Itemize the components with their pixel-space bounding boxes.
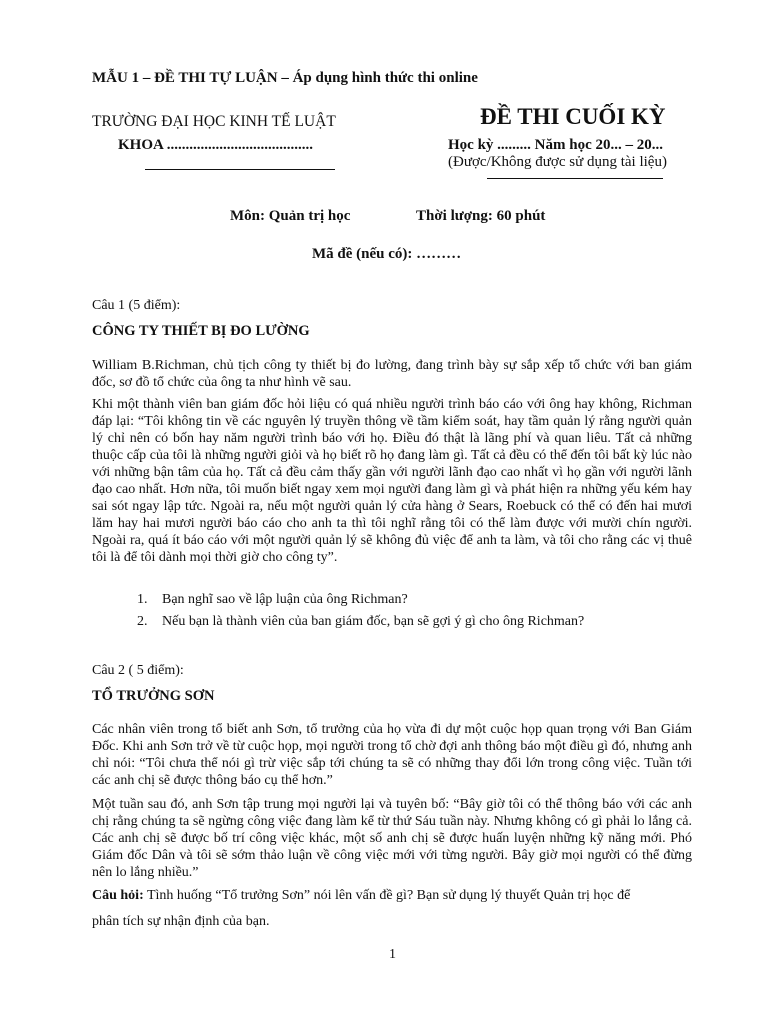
duration-line: Thời lượng: 60 phút xyxy=(416,208,546,224)
question-text: Tình huống “Tổ trưởng Sơn” nói lên vấn đề gì? Bạn sử dụng lý thuyết Quản trị học để xyxy=(143,888,631,903)
question-1-paragraph-1: William B.Richman, chủ tịch công ty thiết bị đo lường, đang trình bày sự sắp xếp tổ chức với ban giám đốc, sơ đồ tổ chức của ông ta như hình vẽ sau. xyxy=(92,358,692,390)
policy-underline xyxy=(487,178,663,179)
question-2-paragraph-1: Các nhân viên trong tổ biết anh Sơn, tổ trưởng của họ vừa đi dự một cuộc họp quan trọng với Ban Giám Đốc. Khi anh Sơn trở về từ cuộc họp, mọi người trong tổ chờ đợi anh thông báo một điều gì đó, nhưng anh chỉ nói: “Tôi chưa thể nói gì trừ việc sắp tới chúng ta sẽ có những thay đổi lớn trong công việc. Tuần tới các anh chị sẽ được thông báo cụ thể hơn.” xyxy=(92,722,692,788)
semester-value: ......... Năm học 20... – 20... xyxy=(493,137,663,153)
form-label: MẪU 1 – ĐỀ THI TỰ LUẬN – Áp dụng hình thức thi online xyxy=(92,70,478,86)
question-2-heading: Câu 2 ( 5 điểm): xyxy=(92,663,184,678)
question-1-item xyxy=(137,614,584,630)
question-2-case-title: TỔ TRƯỞNG SƠN xyxy=(92,688,215,704)
document-policy: (Được/Không được sử dụng tài liệu) xyxy=(448,154,667,170)
question-1-item xyxy=(137,592,408,608)
semester-line xyxy=(448,137,663,154)
question-label: Câu hỏi: xyxy=(92,888,144,903)
subject-line: Môn: Quản trị học xyxy=(230,208,351,224)
page-number: 1 xyxy=(389,947,396,962)
exam-code: Mã đề (nếu có): ……… xyxy=(312,246,462,262)
semester-label: Học kỳ xyxy=(448,137,494,153)
question-2-paragraph-2: Một tuần sau đó, anh Sơn tập trung mọi người lại và tuyên bố: “Bây giờ tôi có thể thông báo với các anh chị rằng chúng ta sẽ ngừng công việc đang làm kể từ thứ Sáu tuần này. Nhưng không có gì phải lo lắng cả. Các anh chị sẽ được bố trí công việc khác, một số anh chị sẽ được huấn luyện những kỹ năng mới. Phó Giám đốc Dân và tôi sẽ sớm thảo luận về công việc mới với từng người. Bây giờ mọi người có thể đừng nên lo lắng nhiều.” xyxy=(92,797,692,880)
item-text: Bạn nghĩ sao về lập luận của ông Richman? xyxy=(162,592,408,607)
question-1-case-title: CÔNG TY THIẾT BỊ ĐO LƯỜNG xyxy=(92,323,310,339)
faculty-underline xyxy=(145,169,335,170)
question-2-prompt-continued: phân tích sự nhận định của bạn. xyxy=(92,914,270,929)
faculty-line: KHOA ....................................... xyxy=(118,137,314,153)
item-text: Nếu bạn là thành viên của ban giám đốc, bạn sẽ gợi ý gì cho ông Richman? xyxy=(162,614,585,629)
item-number: 2. xyxy=(137,614,148,629)
question-1-heading: Câu 1 (5 điểm): xyxy=(92,298,181,313)
question-2-prompt xyxy=(92,887,692,904)
school-name: TRƯỜNG ĐẠI HỌC KINH TẾ LUẬT xyxy=(92,113,336,130)
exam-title: ĐỀ THI CUỐI KỲ xyxy=(480,104,666,129)
question-1-paragraph-2: Khi một thành viên ban giám đốc hỏi liệu có quá nhiều người trình báo cáo với ông hay không, Richman đáp lại: “Tôi không tin về các nguyên lý truyền thông về tầm kiểm soát, hay tầm quản lý rằng người quản lý chỉ nên có bốn hay năm người trình báo với họ. Điều đó thật là lãng phí và quan liêu. Tất cả những thuộc cấp của tôi là những người giỏi và họ biết rõ họ đang làm gì. Tất cả đều có thể đến tôi bất kỳ lúc nào với những bận tâm của họ. Tất cả đều cảm thấy gần với người lãnh đạo cao nhất vì họ gần với người lãnh đạo cao nhất. Hơn nữa, tôi muốn biết ngay xem mọi người đang làm gì và phát hiện ra những yếu kém hay sai sót ngay lập tức. Ngoài ra, nếu một người quản lý cửa hàng ở Sears, Roebuck có thể có đến hai mươi lăm hay hai mươi người báo cáo cho anh ta thì tôi nghĩ rằng tôi có thể làm được với mười chín người. Ngoài ra, quá ít báo cáo với một người quản lý sẽ không đủ việc để anh ta làm, và tôi cho rằng các vị thuê tôi là để tôi dành mọi thời giờ cho công ty”. xyxy=(92,397,692,565)
item-number: 1. xyxy=(137,592,148,607)
